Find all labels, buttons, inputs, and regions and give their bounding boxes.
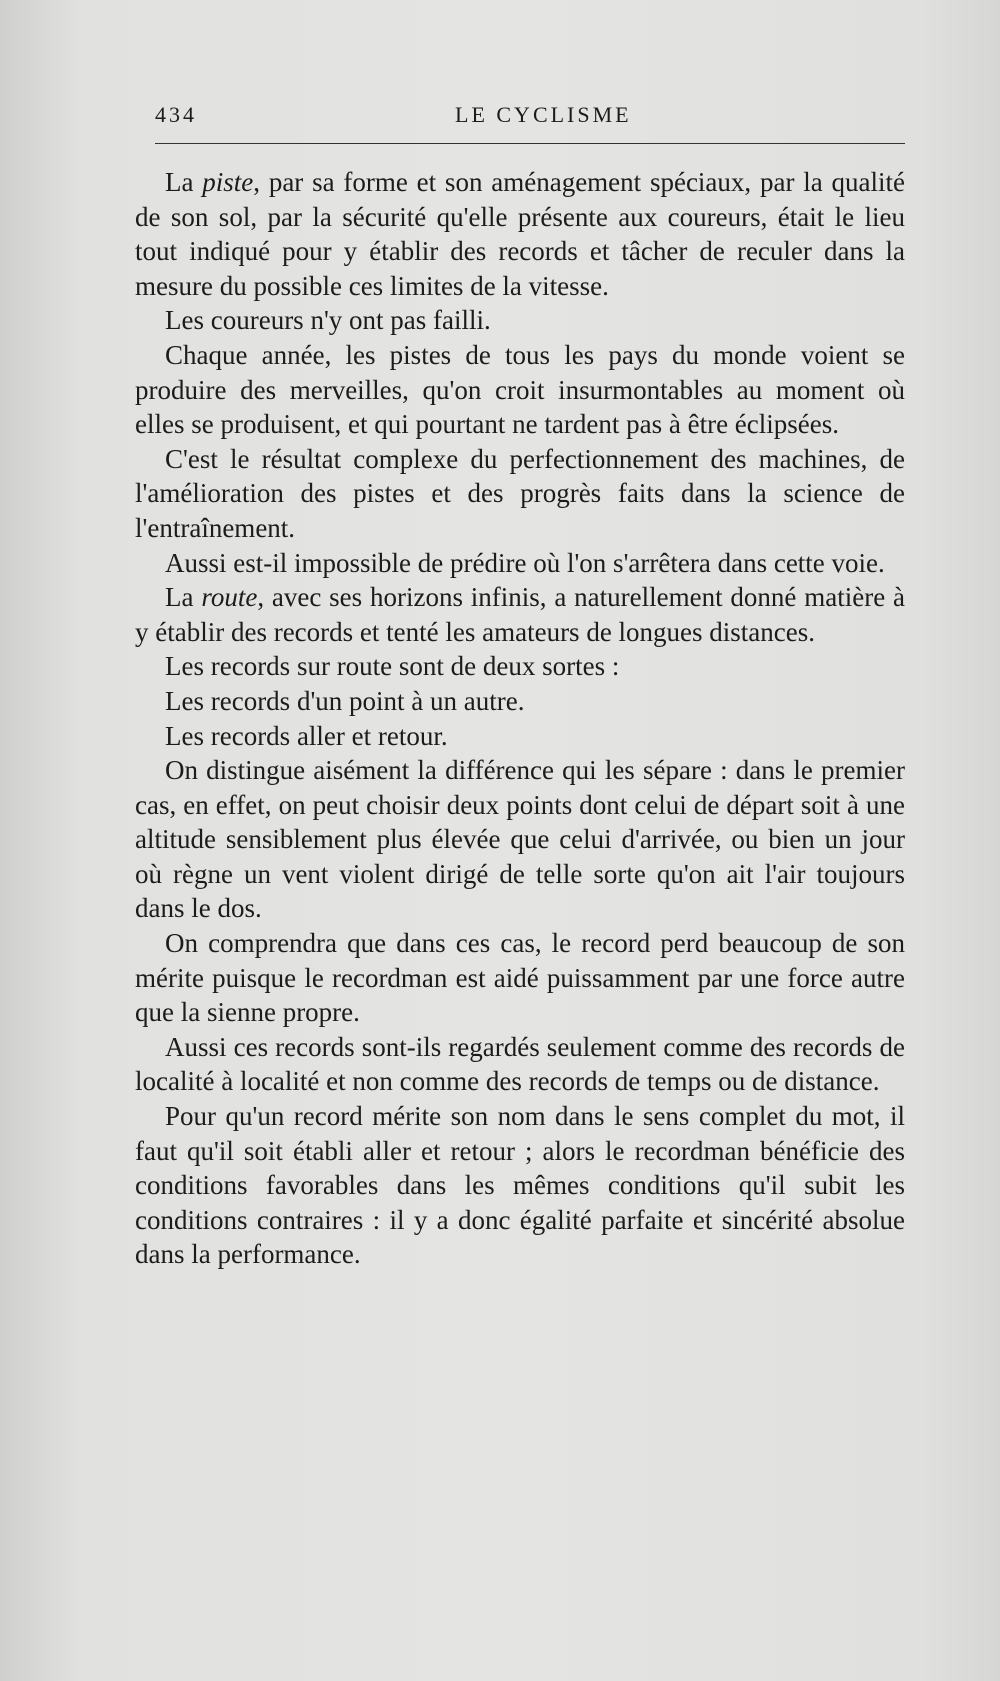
page-number: 434 — [155, 102, 197, 127]
paragraph: On distingue aisément la différence qui les sépare : dans le premier cas, en effet, on peut choisir deux points dont celui de départ soit à une altitude sensiblement plus élevée que celui d'arrivée, ou bien un jour où règne un vent violent dirigé de telle sorte qu'on ait l'air toujours dans le dos. — [135, 755, 905, 924]
paragraph-route: La route, avec ses horizons infinis, a naturellement donné matière à y établir des records et tenté les amateurs de longues distances. — [135, 582, 905, 647]
paragraph: Les records d'un point à un autre. — [165, 685, 525, 716]
paragraph-piste: La piste, par sa forme et son aménagement spéciaux, par la qualité de son sol, par la sécurité qu'elle présente aux coureurs, était le lieu tout indiqué pour y établir des records et tâcher de reculer dans la mesure du possible ces limites de la vitesse. — [135, 167, 905, 301]
emphasis-piste: piste — [202, 167, 254, 197]
paragraph: Pour qu'un record mérite son nom dans le sens complet du mot, il faut qu'il soit établi aller et retour ; alors le recordman bénéficie des conditions favorables dans les mêmes conditions qu'il subit les conditions contraires : il y a donc égalité parfaite et sincérité absolue dans la performance. — [135, 1101, 905, 1270]
paragraph: Les coureurs n'y ont pas failli. — [165, 305, 491, 336]
paragraph: On comprendra que dans ces cas, le record perd beaucoup de son mérite puisque le recordman est aidé puissamment par une force autre que la sienne propre. — [135, 928, 905, 1028]
emphasis-route: route — [201, 582, 258, 613]
running-head — [155, 102, 905, 134]
header-rule — [155, 143, 905, 144]
running-title: LE CYCLISME — [455, 102, 632, 127]
paragraph: Les records aller et retour. — [165, 720, 448, 751]
paragraph: Aussi est-il impossible de prédire où l'on s'arrêtera dans cette voie. — [165, 547, 885, 578]
paragraph: Les records sur route sont de deux sortes : — [165, 651, 620, 682]
paragraph: Chaque année, les pistes de tous les pays du monde voient se produire des merveilles, qu'on croit insurmontables au moment où elles se produisent, et qui pourtant ne tardent pas à être éclipsées. — [135, 339, 905, 440]
paragraph: C'est le résultat complexe du perfectionnement des machines, de l'amélioration des pistes et des progrès faits dans la science de l'entraînement. — [135, 443, 905, 543]
paragraph: Aussi ces records sont-ils regardés seulement comme des records de localité à localité et non comme des records de temps ou de distance. — [135, 1031, 905, 1097]
body-text — [135, 165, 905, 1272]
